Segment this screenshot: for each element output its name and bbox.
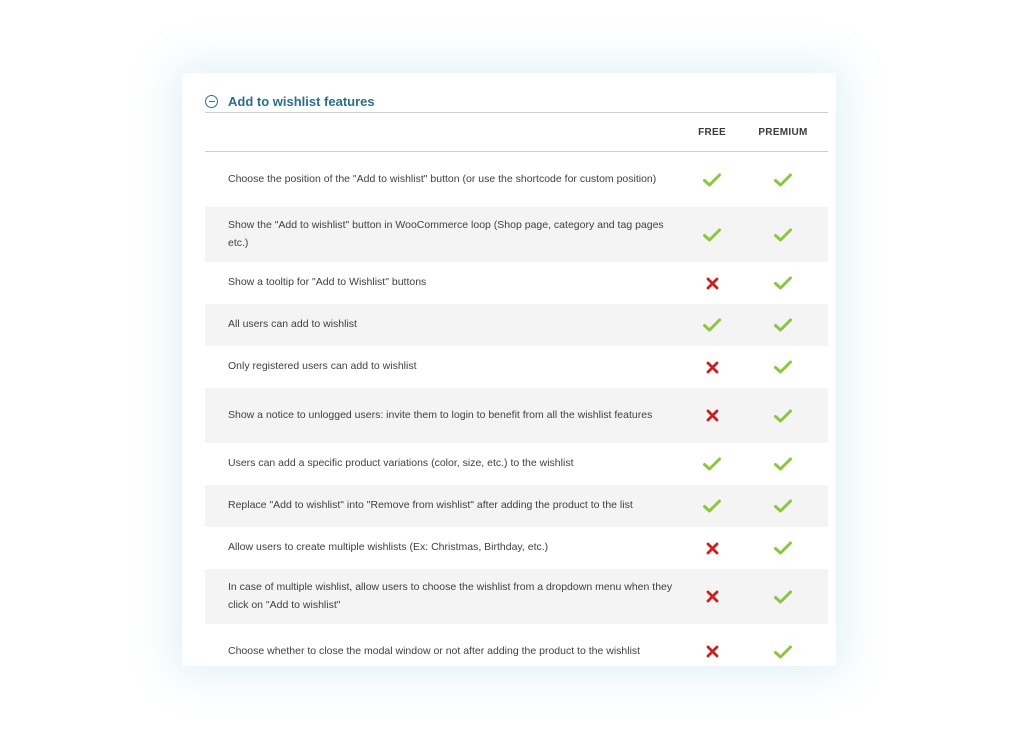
feature-label: Replace "Add to wishlist" into "Remove from wishlist" after adding the product to the list	[228, 499, 633, 512]
check-icon	[738, 228, 828, 242]
check-icon	[738, 541, 828, 555]
feature-label: Only registered users can add to wishlist	[228, 360, 417, 373]
check-icon	[738, 318, 828, 332]
feature-label: All users can add to wishlist	[228, 318, 357, 331]
table-row	[205, 262, 828, 304]
table-row	[205, 152, 828, 207]
feature-label: Show a notice to unlogged users: invite them to login to benefit from all the wishlist features	[228, 408, 653, 421]
header-free: FREE	[698, 126, 726, 138]
check-icon	[686, 457, 738, 471]
feature-label: Choose the position of the "Add to wishlist" button (or use the shortcode for custom position)	[228, 172, 657, 185]
table-row	[205, 304, 828, 346]
check-icon	[686, 228, 738, 242]
check-icon	[686, 173, 738, 187]
table-body	[205, 152, 828, 666]
cross-icon	[686, 361, 738, 374]
check-icon	[738, 645, 828, 659]
feature-label: Show the "Add to wishlist" button in WooCommerce loop (Shop page, category and tag pages etc.)	[228, 219, 664, 249]
check-icon	[738, 409, 828, 423]
collapse-icon[interactable]	[205, 95, 218, 108]
section-title: Add to wishlist features	[228, 93, 375, 109]
feature-label: Users can add a specific product variations (color, size, etc.) to the wishlist	[228, 457, 574, 470]
table-row	[205, 388, 828, 443]
cross-icon	[686, 645, 738, 658]
table-row	[205, 527, 828, 569]
check-icon	[686, 318, 738, 332]
table-header	[205, 113, 828, 152]
check-icon	[738, 173, 828, 187]
table-row	[205, 443, 828, 485]
feature-label: Show a tooltip for "Add to Wishlist" buttons	[228, 276, 427, 289]
check-icon	[738, 457, 828, 471]
table-row	[205, 346, 828, 388]
check-icon	[738, 590, 828, 604]
check-icon	[738, 360, 828, 374]
check-icon	[738, 499, 828, 513]
feature-label: Allow users to create multiple wishlists (Ex: Christmas, Birthday, etc.)	[228, 541, 549, 554]
feature-label: Choose whether to close the modal window or not after adding the product to the wishlist	[228, 644, 641, 657]
table-row	[205, 207, 828, 262]
check-icon	[686, 499, 738, 513]
features-card	[182, 73, 836, 666]
table-row	[205, 624, 828, 666]
comparison-table	[205, 112, 828, 666]
feature-label: In case of multiple wishlist, allow users to choose the wishlist from a dropdown menu when they click on "Add to wishlist"	[228, 581, 673, 611]
table-row	[205, 569, 828, 624]
header-premium: PREMIUM	[758, 126, 808, 138]
cross-icon	[686, 409, 738, 422]
table-row	[205, 485, 828, 527]
check-icon	[738, 276, 828, 290]
cross-icon	[686, 542, 738, 555]
cross-icon	[686, 590, 738, 603]
cross-icon	[686, 277, 738, 290]
